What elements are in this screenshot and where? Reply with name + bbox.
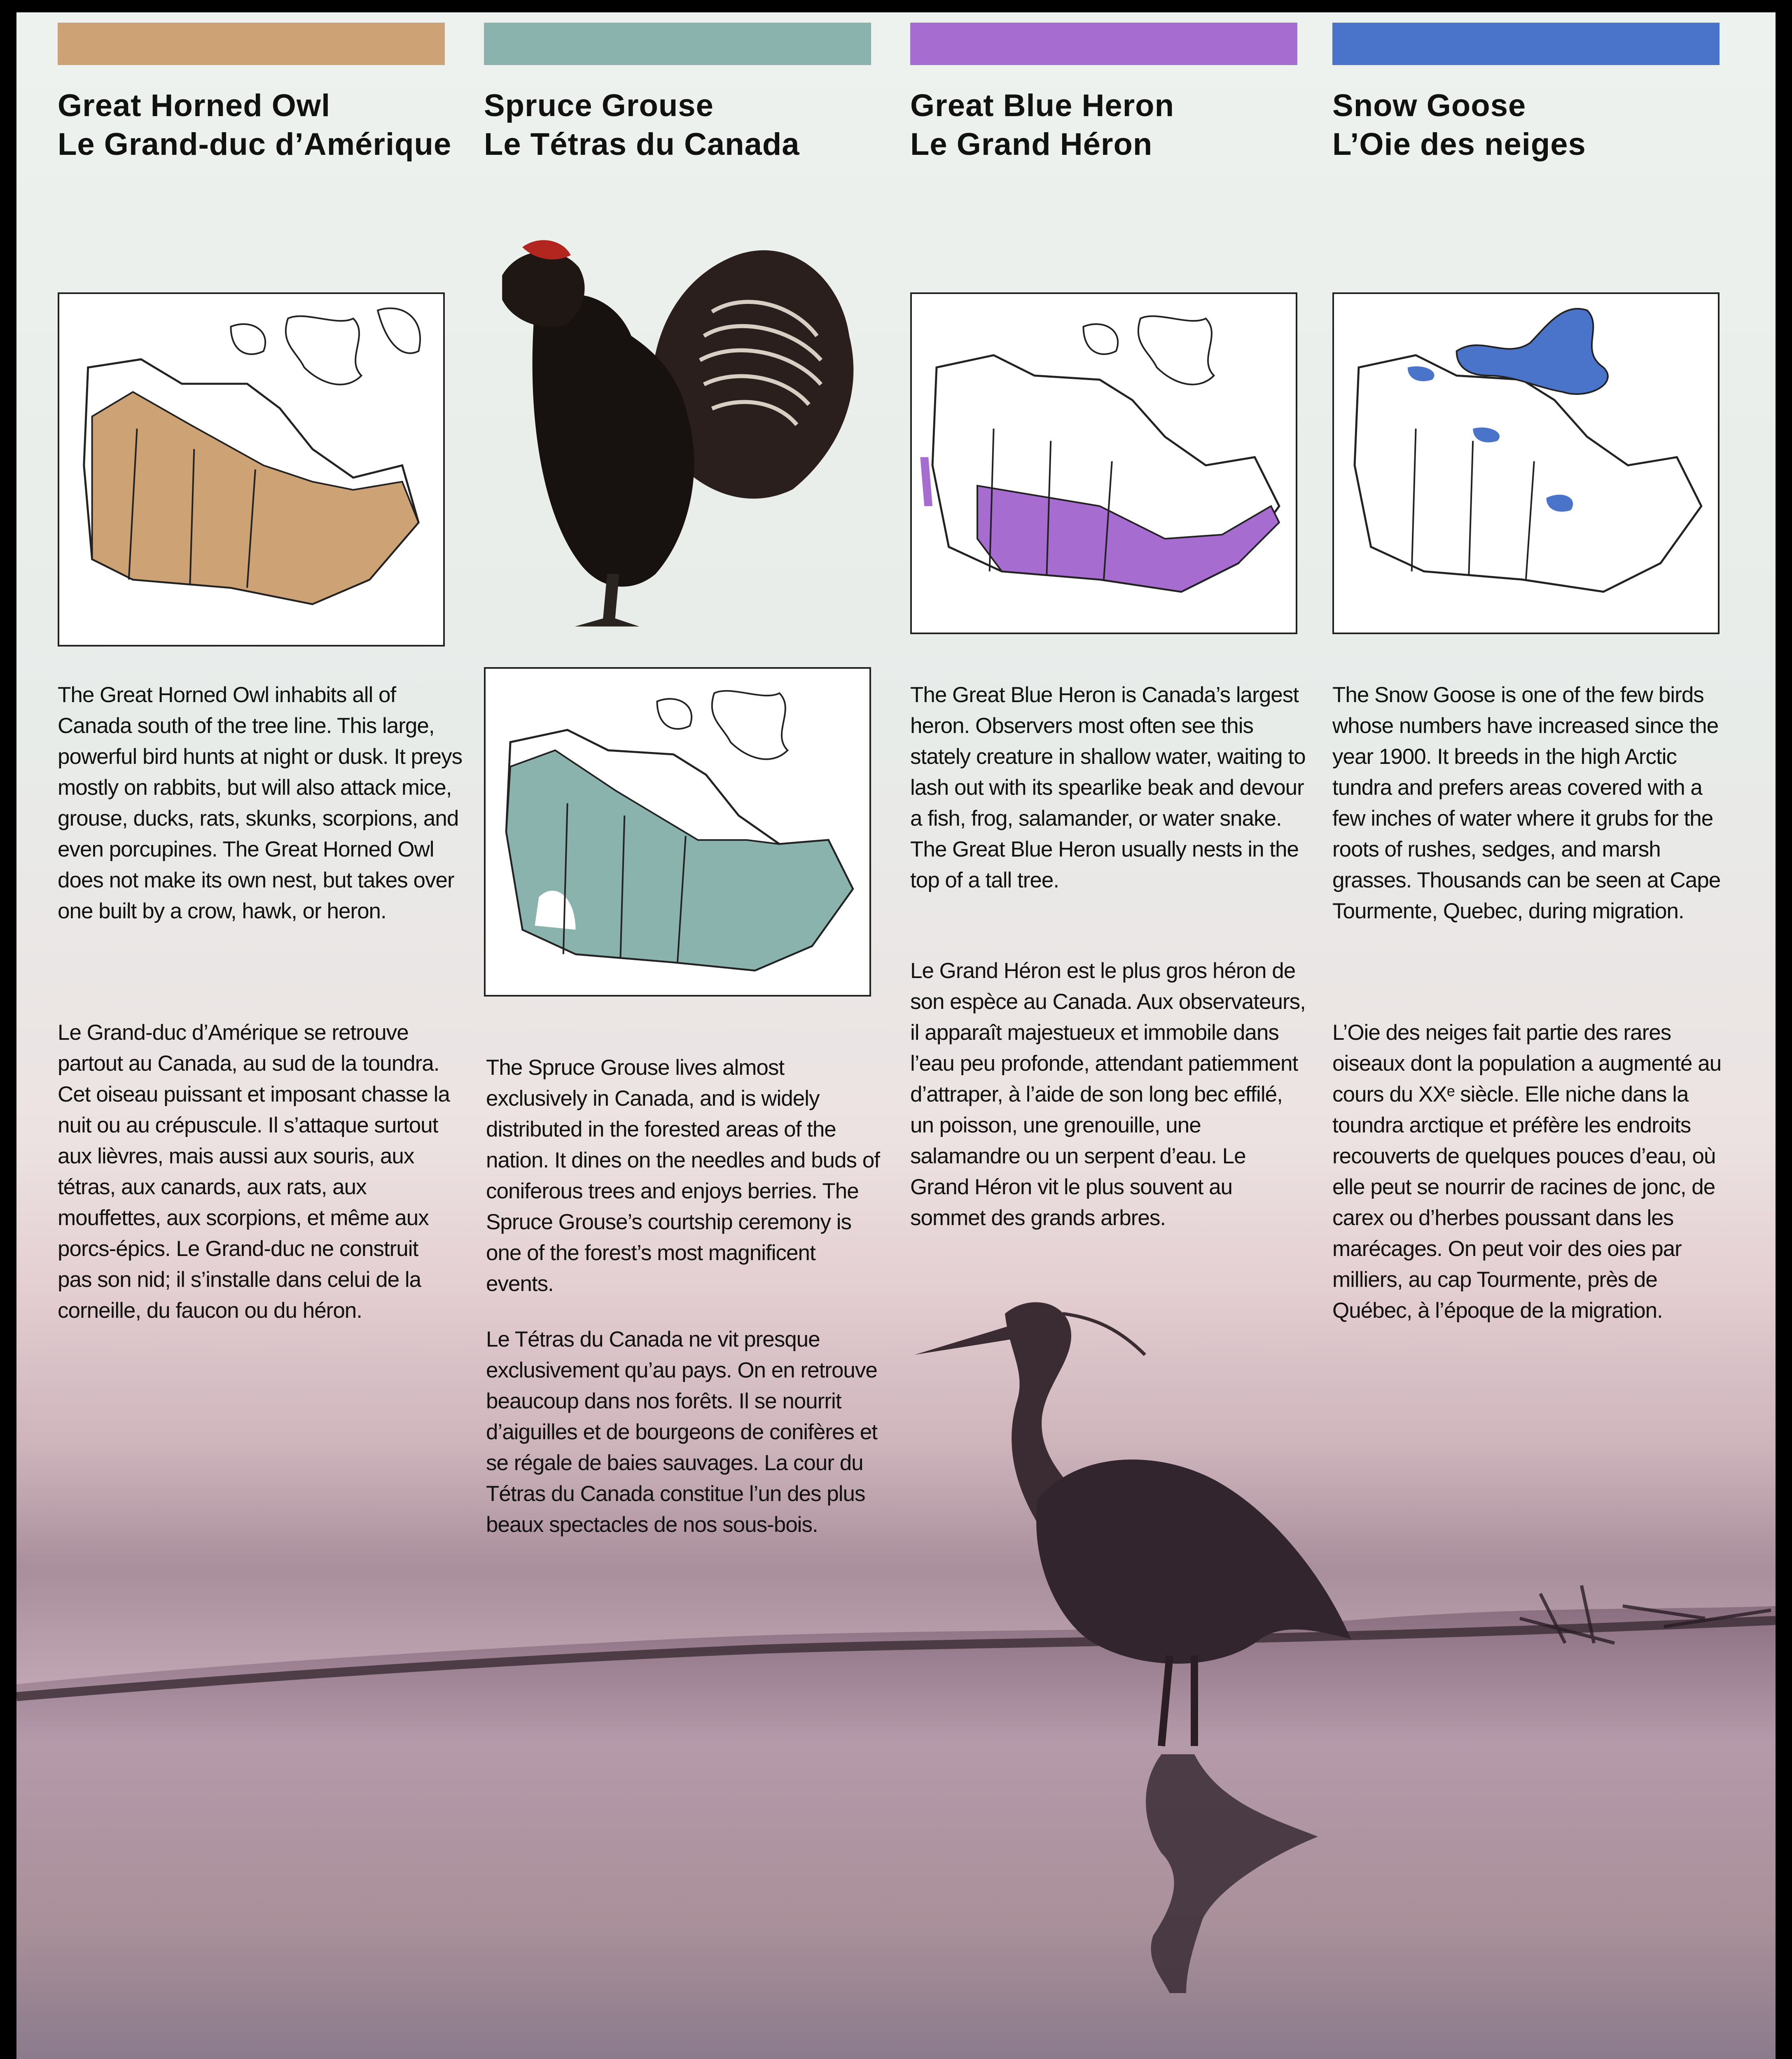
goose-title: [1332, 86, 1744, 164]
owl-title-en: Great Horned Owl: [58, 88, 331, 123]
heron-text-en: The Great Blue Heron is Canada’s largest heron. Observers most often see this stately creature in shallow water, waiting to lash out with its spearlike beak and devour a fish, frog, salamander, or water snake. The Great Blue Heron usually nests in the top of a tall tree.: [910, 683, 1306, 892]
brochure-page: [16, 12, 1776, 2059]
owl-text-fr: Le Grand-duc d’Amérique se retrouve partout au Canada, au sud de la toundra. Cet oiseau puissant et imposant chasse la nuit ou au crépuscule. Il s’attaque surtout aux lièvres, mais aussi aux souris, aux tétras, aux canards, aux rats, aux mouffettes, aux scorpions, et même aux porcs-épics. Le Grand-duc ne construit pas son nid; il s’installe dans celui de la corneille, du faucon ou du héron.: [58, 1020, 450, 1323]
heron-bill: [914, 1326, 1017, 1355]
heron-title-fr: Le Grand Héron: [910, 127, 1153, 162]
spruce-grouse-photo: [486, 231, 890, 675]
heron-color-bar: [910, 23, 1297, 65]
goose-title-fr: L’Oie des neiges: [1332, 127, 1586, 162]
heron-text-fr: Le Grand Héron est le plus gros héron de son espèce au Canada. Aux observateurs, il apparaît majestueux et immobile dans l’eau peu profonde, attendant patiemment d’attraper, à l’aide de son long bec effilé, un poisson, une grenouille, une salamandre ou un serpent d’eau. Le Grand Héron vit le plus souvent au sommet des grands arbres.: [910, 959, 1306, 1230]
owl-text-en: The Great Horned Owl inhabits all of Canada south of the tree line. This large, powerful bird hunts at night or dusk. It preys mostly on rabbits, but will also attack mice, grouse, ducks, rats, skunks, scorpions, and even porcupines. The Great Horned Owl does not make its own nest, but takes over one built by a crow, hawk, or heron.: [58, 683, 463, 923]
heron-reflection: [1146, 1754, 1318, 1993]
heron-title: [910, 86, 1322, 164]
goose-text-en: The Snow Goose is one of the few birds whose numbers have increased since the year 1900. It breeds in the high Arctic tundra and prefers areas covered with a few inches of water where it grubs for the roots of rushes, sedges, and marsh grasses. Thousands can be seen at Cape Tourmente, Quebec, during migration.: [1332, 683, 1721, 923]
heron-title-en: Great Blue Heron: [910, 88, 1175, 123]
heron-legs: [1161, 1655, 1194, 1746]
grouse-title: [484, 86, 896, 164]
grouse-title-en: Spruce Grouse: [484, 88, 714, 123]
grouse-text-fr: Le Tétras du Canada ne vit presque exclusivement qu’au pays. On en retrouve beaucoup dans nos forêts. Il se nourrit d’aiguilles et de bourgeons de conifères et se régale de baies sauvages. La cour du Tétras du Canada constitue l’un des plus beaux spectacles de nos sous-bois.: [486, 1327, 877, 1537]
heron-body: [1036, 1459, 1351, 1664]
owl-range-map: [58, 292, 445, 647]
owl-title-fr: Le Grand-duc d’Amérique: [58, 127, 452, 162]
great-blue-heron-photo: [906, 1268, 1483, 2010]
grouse-color-bar: [484, 23, 871, 65]
grouse-range-map: [484, 667, 871, 997]
heron-plume: [1063, 1314, 1145, 1355]
grouse-head: [502, 252, 584, 327]
goose-text-fr: L’Oie des neiges fait partie des rares oiseaux dont la population a augmenté au cours du XXᵉ siècle. Elle niche dans la toundra arctique et préfère les endroits recouverts de quelques pouces d’eau, où elle peut se nourrir de racines de jonc, de carex ou d’herbes poussant dans les marécages. On peut voir des oies par milliers, au cap Tourmente, près de Québec, à l’époque de la migration.: [1332, 1020, 1722, 1323]
grouse-title-fr: Le Tétras du Canada: [484, 127, 800, 162]
owl-title: [58, 86, 470, 164]
goose-title-en: Snow Goose: [1332, 88, 1526, 123]
goose-color-bar: [1332, 23, 1720, 65]
goose-range-map: [1332, 292, 1720, 634]
heron-range-map: [910, 292, 1297, 634]
owl-color-bar: [58, 23, 445, 65]
grouse-text-en: The Spruce Grouse lives almost exclusively in Canada, and is widely distributed in the forested areas of the nation. It dines on the needles and buds of coniferous trees and enjoys berries. The Spruce Grouse’s courtship ceremony is one of the forest’s most magnificent events.: [486, 1055, 880, 1296]
